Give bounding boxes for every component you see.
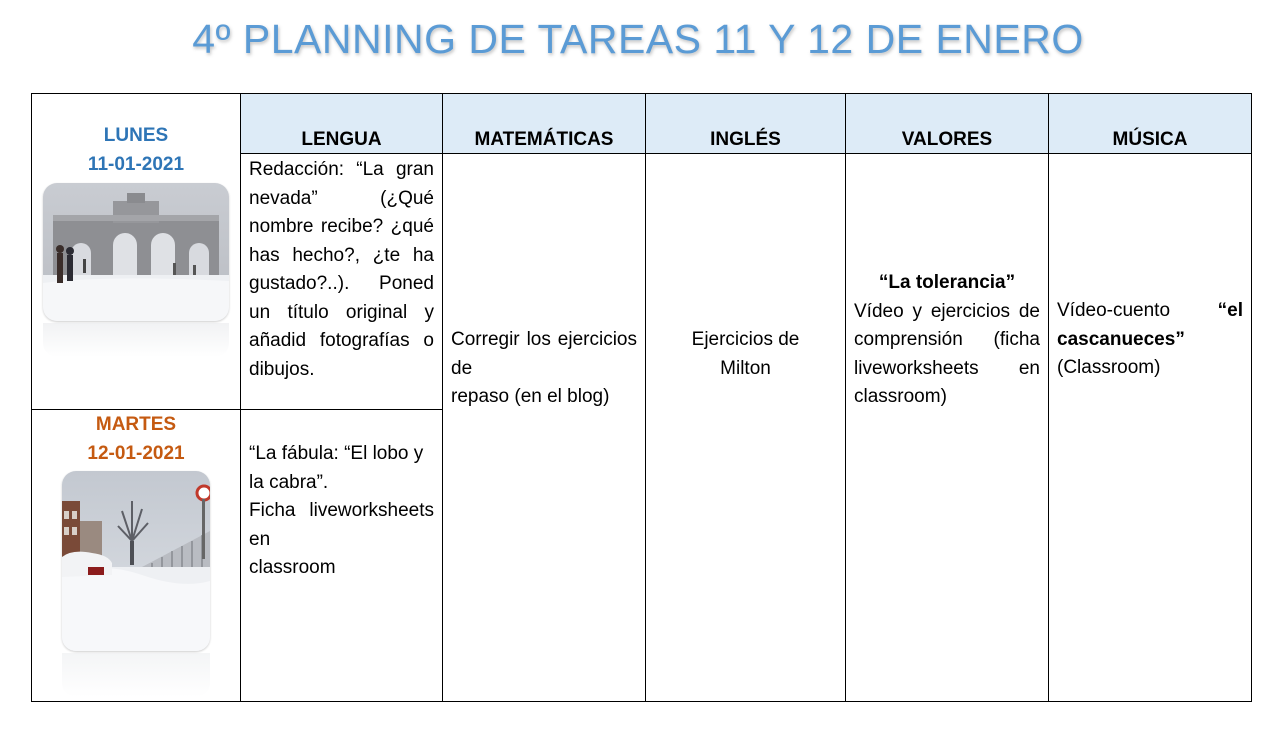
lengua-lunes-cell (241, 154, 443, 410)
header-musica: MÚSICA (1049, 94, 1252, 154)
valores-text-end: classroom) (854, 386, 947, 407)
header-matematicas: MATEMÁTICAS (443, 94, 646, 154)
matematicas-text-end: repaso (en el blog) (451, 386, 610, 407)
matematicas-text: Corregir los ejercicios de (451, 329, 637, 379)
snow-photo-puerta-alcala (43, 183, 229, 321)
valores-cell (846, 154, 1049, 702)
lengua-martes-text-end: classroom (249, 557, 336, 578)
valores-text: Vídeo y ejercicios de comprensión (ficha liveworksheets en (854, 300, 1040, 379)
page-title: 4º PLANNING DE TAREAS 11 Y 12 DE ENERO (192, 16, 1084, 62)
snow-photo-street (62, 471, 210, 651)
day-cell-lunes (32, 94, 241, 410)
musica-text-bold: “el cascanueces” (1057, 300, 1243, 350)
lengua-martes-text: Ficha liveworksheets en (249, 500, 434, 550)
lengua-martes-title: “La fábula: “El lobo y la cabra”. (249, 443, 424, 493)
ingles-cell (646, 154, 846, 702)
header-lengua: LENGUA (241, 94, 443, 154)
header-ingles: INGLÉS (646, 94, 846, 154)
lengua-martes-cell (241, 410, 443, 702)
planning-table (31, 93, 1252, 702)
header-valores: VALORES (846, 94, 1049, 154)
musica-text-end: (Classroom) (1057, 357, 1161, 378)
ingles-text: Ejercicios de Milton (691, 329, 800, 379)
day-date-lunes: 11-01-2021 (87, 153, 185, 175)
lengua-lunes-text: Redacción: “La gran nevada” (¿Qué nombre recibe? ¿qué has hecho?, ¿te ha gustado?..). Poned un título original y añadid fotografías o (249, 159, 434, 351)
musica-cell (1049, 154, 1252, 702)
musica-text: Vídeo-cuento (1057, 300, 1171, 321)
day-name-martes: MARTES (95, 414, 177, 435)
day-date-martes: 12-01-2021 (87, 442, 185, 464)
day-cell-martes (32, 410, 241, 702)
day-name-lunes: LUNES (103, 125, 169, 146)
photo-reflection (43, 323, 229, 357)
lengua-lunes-text-end: dibujos. (249, 358, 315, 380)
photo-reflection (62, 653, 210, 697)
valores-title: “La tolerancia” (878, 272, 1016, 293)
matematicas-cell (443, 154, 646, 702)
